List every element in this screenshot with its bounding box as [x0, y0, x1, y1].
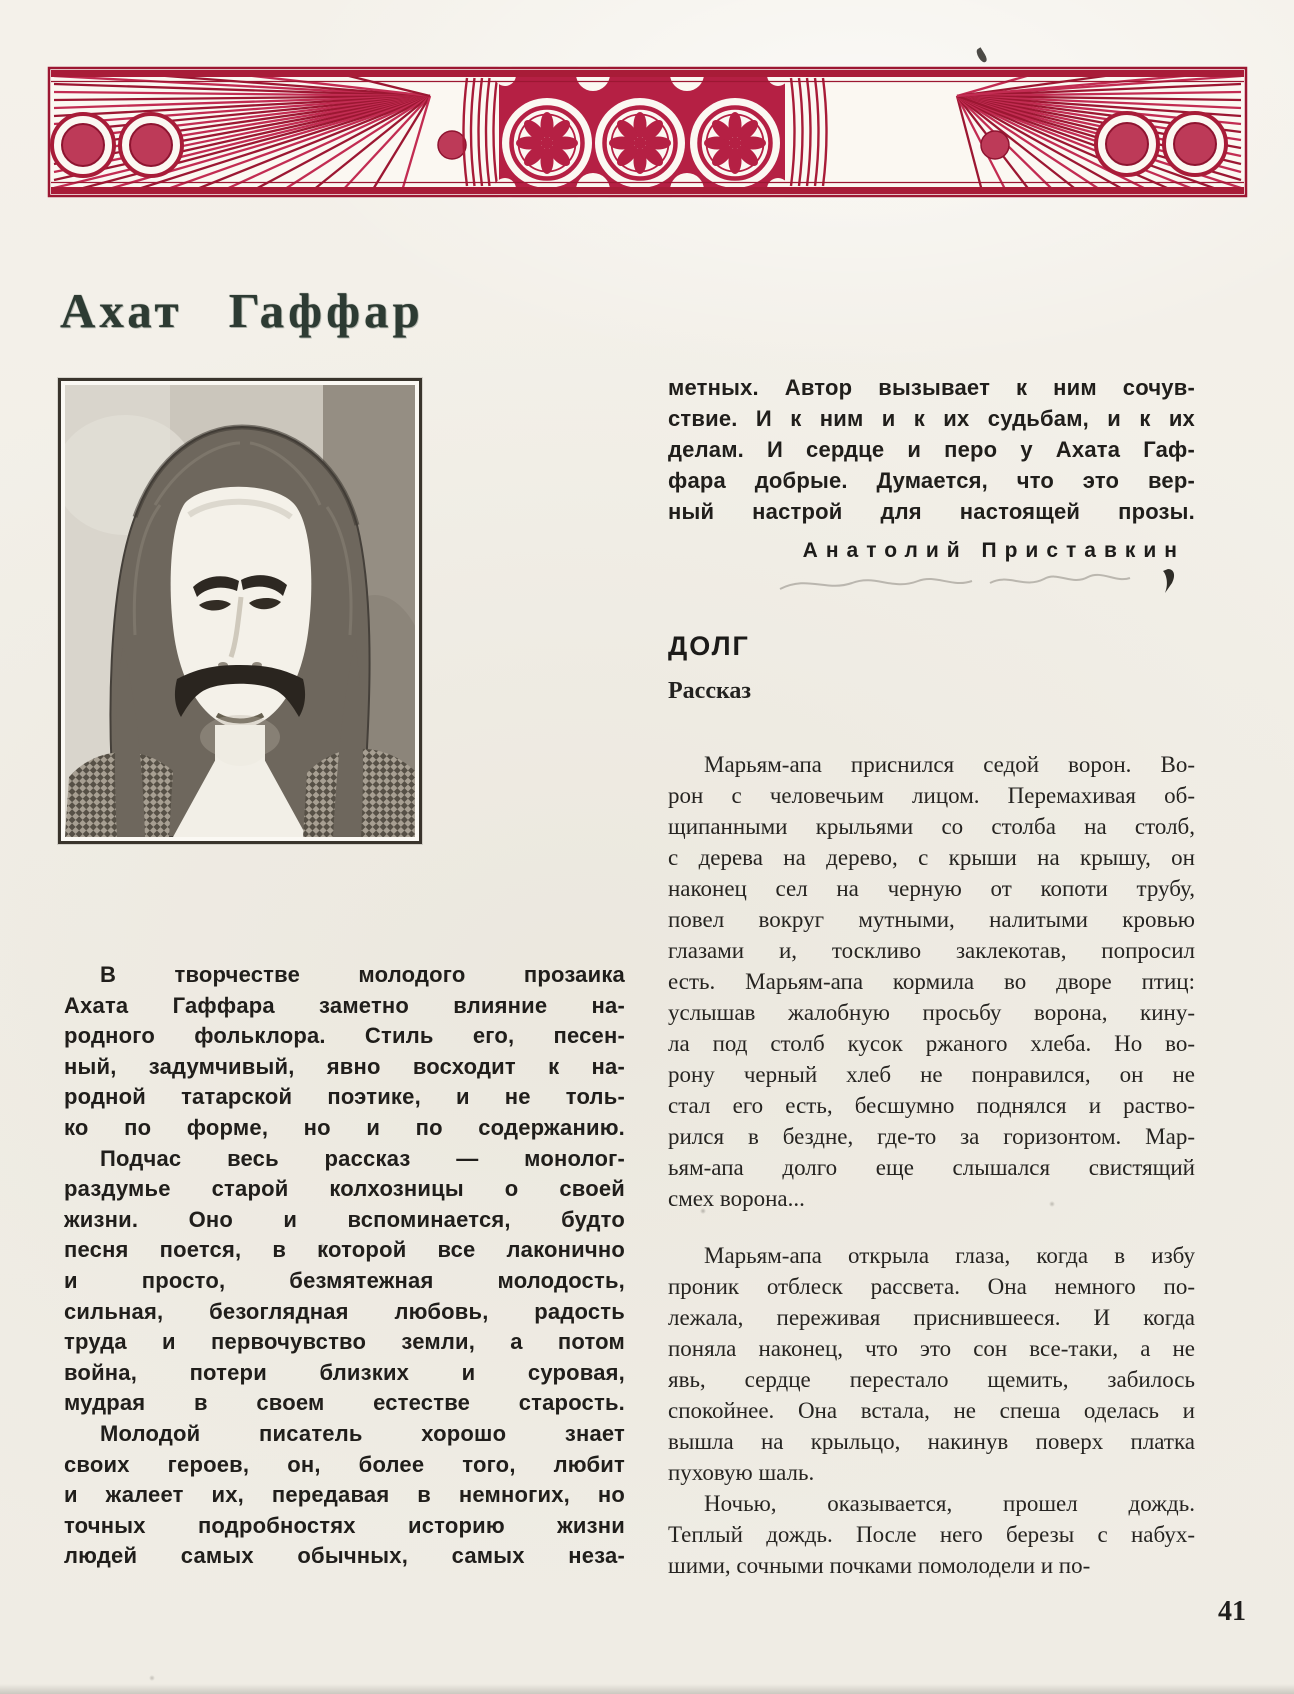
text-line: Теплый дождь. После него березы с набух- — [668, 1522, 1195, 1547]
intro-paragraph-2 — [64, 1144, 625, 1419]
text-line: труда и первочувство земли, а потом — [64, 1329, 625, 1355]
text-line: проник отблеск рассвета. Она немного по- — [668, 1274, 1195, 1299]
text-line: ный настрой для настоящей прозы. — [668, 499, 1195, 524]
text-line: с дерева на дерево, с крыши на крышу, он — [668, 845, 1195, 870]
text-line: лежала, переживая приснившееся. И когда — [668, 1305, 1195, 1330]
text-line: точных подробностях историю жизни — [64, 1512, 625, 1538]
text-line: метных. Автор вызывает к ним сочув- — [668, 375, 1195, 400]
author-name-heading: Ахат Гаффар — [60, 283, 424, 338]
text-line: ный, задумчивый, явно восходит к на- — [64, 1053, 625, 1079]
text-line: рился в бездне, где-то за горизонтом. Мар- — [668, 1124, 1195, 1149]
intro-paragraph-3 — [64, 1419, 625, 1572]
text-line: родной татарской поэтике, и не толь- — [64, 1084, 625, 1110]
text-line: Молодой писатель хорошо знает — [100, 1420, 625, 1446]
scan-edge-shadow — [0, 1684, 1294, 1694]
text-line: родного фольклора. Стиль его, песен- — [64, 1023, 625, 1049]
text-line: делам. И сердце и перо у Ахата Гаф- — [668, 437, 1195, 462]
pencil-annotation — [668, 565, 1195, 601]
text-line: рон с человечьим лицом. Перемахивая об- — [668, 783, 1195, 808]
intro-column-left — [64, 960, 625, 1572]
text-line: ствие. И к ним и к их судьбам, и к их — [668, 406, 1195, 431]
text-line: Ночью, оказывается, прошел дождь. — [704, 1491, 1195, 1516]
text-line: фара добрые. Думается, что это вер- — [668, 468, 1195, 493]
text-line: смех ворона... — [668, 1186, 805, 1211]
story-genre: Рассказ — [668, 678, 752, 704]
comma-mark — [1163, 569, 1174, 593]
text-line: Марьям-апа открыла глаза, когда в избу — [704, 1243, 1195, 1268]
story-paragraph-1 — [668, 749, 1195, 1214]
text-line: жизни. Оно и вспоминается, будто — [64, 1206, 625, 1232]
text-line: Ахата Гаффара заметно влияние на- — [64, 992, 625, 1018]
text-line: поняла наконец, что это сон все-таки, а не — [668, 1336, 1195, 1361]
page-number: 41 — [1218, 1596, 1246, 1627]
text-line: щипанными крыльями со столба на столб, — [668, 814, 1195, 839]
intro-paragraph-1 — [64, 960, 625, 1144]
text-line: мудрая в своем естестве старость. — [64, 1390, 625, 1416]
text-line: ко по форме, но и по содержанию. — [64, 1114, 625, 1140]
folk-ornament-band-icon — [47, 66, 1248, 198]
text-line: вышла на крыльцо, накинув поверх платка — [668, 1429, 1195, 1454]
text-line: своих героев, он, более того, любит — [64, 1451, 625, 1477]
intro-paragraph-continued — [668, 372, 1195, 527]
ink-speck — [975, 47, 989, 63]
text-line: есть. Марьям-апа кормила во дворе птиц: — [668, 969, 1195, 994]
author-portrait — [58, 378, 422, 844]
text-line: Подчас весь рассказ — монолог- — [100, 1145, 625, 1171]
text-line: ьям-апа долго еще слышался свистящий — [668, 1155, 1195, 1180]
text-line: повел вокруг мутными, налитыми кровью — [668, 907, 1195, 932]
text-line: и жалеет их, передавая в немногих, но — [64, 1482, 625, 1508]
column-right — [668, 372, 1195, 1581]
text-line: людей самых обычных, самых неза- — [64, 1543, 625, 1569]
text-line: война, потери близких и суровая, — [64, 1359, 625, 1385]
story-title: ДОЛГ — [668, 631, 750, 661]
text-line: раздумье старой колхозницы о своей — [64, 1176, 625, 1202]
text-line: глазами и, тоскливо заклекотав, попросил — [668, 938, 1195, 963]
text-line: сильная, безоглядная любовь, радость — [64, 1298, 625, 1324]
text-line: явь, сердце перестало щемить, забилось — [668, 1367, 1195, 1392]
story-paragraph-2 — [668, 1240, 1195, 1488]
text-line: ла под столб кусок ржаного хлеба. Но во- — [668, 1031, 1195, 1056]
text-line: и просто, безмятежная молодость, — [64, 1267, 625, 1293]
author-portrait-woodcut-icon — [65, 385, 415, 837]
text-line: наконец сел на черную от копоти трубу, — [668, 876, 1195, 901]
text-line: В творчестве молодого прозаика — [100, 962, 625, 987]
text-line: услышав жалобную просьбу ворона, кину- — [668, 1000, 1195, 1025]
text-line: стал его есть, бесшумно поднялся и раство- — [668, 1093, 1195, 1118]
text-line: пуховую шаль. — [668, 1460, 815, 1485]
text-line: Марьям-апа приснился седой ворон. Во- — [704, 752, 1195, 777]
text-line: песня поется, в которой все лаконично — [64, 1237, 625, 1263]
text-line: рону черный хлеб не понравился, он не — [668, 1062, 1195, 1087]
intro-signature: Анатолий Приставкин — [802, 539, 1185, 562]
story-paragraph-3 — [668, 1488, 1195, 1581]
text-line: шими, сочными почками помолодели и по- — [668, 1553, 1091, 1578]
text-line: спокойнее. Она встала, не спеша оделась и — [668, 1398, 1195, 1423]
